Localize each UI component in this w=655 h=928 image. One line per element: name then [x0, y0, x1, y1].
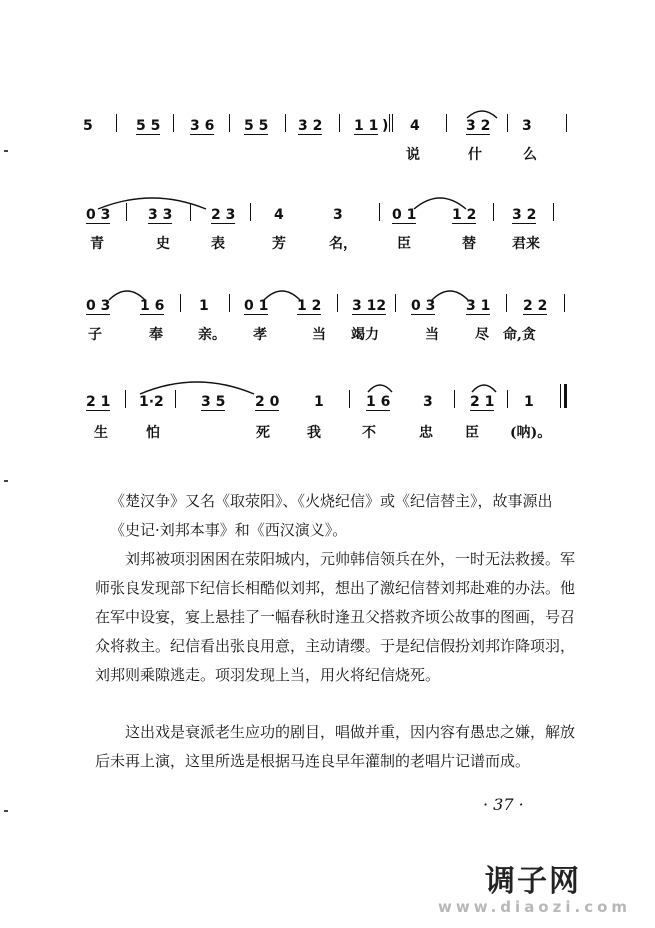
score-line-2: [0, 197, 655, 277]
paren: ): [382, 118, 389, 134]
lyric: 死: [256, 425, 270, 441]
note: 3: [333, 207, 343, 223]
paragraph-1: 《楚汉争》又名《取荥阳》、《火烧纪信》或《纪信替主》，故事源出《史记·刘邦本事》和《西汉演义》。: [110, 492, 553, 539]
bar-line: [506, 294, 507, 312]
bar-line: [564, 294, 565, 312]
final-bar-thin: [560, 384, 561, 408]
bar-line: [285, 114, 286, 132]
paragraph-2: 刘邦被项羽困困在荥阳城内，元帅韩信领兵在外，一时无法救援。军师张良发现部下纪信长相酷似刘邦，想出了激纪信替刘邦赴难的办法。他在军中设宴，宴上悬挂了一幅春秋时逢丑父搭救齐顷公故事的图画，号召众将救主。纪信看出张良用意，主动请缨。于是纪信假扮刘邦诈降项羽，刘邦则乘隙逃走。项羽发现上当，用火将纪信烧死。: [95, 550, 576, 684]
slur-arc: [430, 288, 470, 302]
lyric: 青: [90, 236, 104, 252]
lyric: 君来: [512, 236, 540, 252]
lyric: 臣: [465, 425, 479, 441]
edge-mark-2: [4, 480, 8, 482]
lyric: 忠: [419, 425, 433, 441]
lyric: (呐)。: [510, 425, 552, 441]
lyric: 命,贪: [503, 327, 536, 343]
lyric: 不: [362, 425, 376, 441]
score-line-1: [0, 108, 655, 188]
note: 0 1: [244, 298, 269, 314]
note: 5: [83, 118, 93, 134]
note: 3 2: [298, 118, 323, 134]
lyric: 替: [462, 236, 476, 252]
note: 3 12: [352, 298, 387, 314]
note: 3: [423, 394, 433, 410]
bar-line: [446, 114, 447, 132]
score-line-4: [0, 380, 655, 460]
lyric: 子: [88, 327, 102, 343]
note: 4: [274, 207, 284, 223]
bar-line: [395, 294, 396, 312]
score-line-3: [0, 288, 655, 368]
lyric: 么: [523, 147, 537, 163]
bar-line: [392, 114, 393, 132]
note: 4: [410, 118, 420, 134]
note: 2 3: [211, 207, 236, 223]
bar-line: [180, 294, 181, 312]
note: 1·2: [139, 394, 164, 410]
note: 0 3: [411, 298, 436, 314]
note: 3 2: [512, 207, 537, 223]
note: 2 1: [86, 394, 111, 410]
lyric: 竭力: [351, 327, 379, 343]
note: 1 6: [366, 394, 391, 410]
bar-line: [566, 114, 567, 132]
lyric: 亲。: [198, 327, 226, 343]
page-number: · 37 ·: [483, 795, 524, 814]
bar-line: [379, 203, 380, 221]
lyric: 表: [211, 236, 225, 252]
lyric: 生: [94, 425, 108, 441]
note: 2 1: [470, 394, 495, 410]
lyric: 说: [406, 147, 420, 163]
lyric: 臣: [397, 236, 411, 252]
bar-line: [389, 114, 390, 132]
lyric: 史: [156, 236, 170, 252]
note: 3 2: [466, 118, 491, 134]
bar-line: [493, 203, 494, 221]
note: 3 1: [466, 298, 491, 314]
note: 1 2: [297, 298, 322, 314]
bar-line: [337, 294, 338, 312]
watermark-logo-text: 调子网: [485, 864, 581, 899]
lyric: 名，: [329, 236, 357, 252]
lyric: 当: [425, 327, 439, 343]
bar-line: [507, 390, 508, 408]
slur-arc: [470, 382, 498, 394]
note: 1 2: [452, 207, 477, 223]
bar-line: [454, 390, 455, 408]
note: 2 2: [523, 298, 548, 314]
story-paragraph: [95, 545, 575, 690]
lyric: 当: [312, 327, 326, 343]
note: 0 3: [86, 207, 111, 223]
lyric: 我: [307, 425, 321, 441]
paragraph-3: 这出戏是衰派老生应功的剧目，唱做并重，因内容有愚忠之嫌，解放后未再上演，这里所选是根据马连良早年灌制的老唱片记谱而成。: [95, 723, 576, 770]
bar-line: [229, 294, 230, 312]
lyric: 芳: [272, 236, 286, 252]
lyric: 什: [468, 147, 482, 163]
bar-line: [250, 203, 251, 221]
bar-line: [175, 390, 176, 408]
note: 3 5: [201, 394, 226, 410]
bar-line: [190, 203, 191, 221]
bar-line: [229, 114, 230, 132]
bar-line: [349, 390, 350, 408]
bar-line: [125, 390, 126, 408]
bar-line: [173, 114, 174, 132]
note-paragraph: [95, 718, 575, 776]
lyric: 孝: [253, 327, 267, 343]
lyric: 奉: [149, 327, 163, 343]
edge-mark-3: [4, 810, 8, 812]
note: 2 0: [255, 394, 280, 410]
bar-line: [116, 114, 117, 132]
watermark-url: www.diaozi.com: [438, 898, 632, 916]
final-bar-thick: [564, 384, 567, 408]
bar-line: [126, 203, 127, 221]
note: 1 6: [140, 298, 165, 314]
lyric: 尽: [475, 327, 489, 343]
lyric: 怕: [146, 425, 160, 441]
note: 5 5: [244, 118, 269, 134]
intro-paragraph: [110, 487, 578, 545]
bar-line: [553, 203, 554, 221]
note: 5 5: [136, 118, 161, 134]
note: 3 3: [148, 207, 173, 223]
note: 3: [522, 118, 532, 134]
note: 0 3: [86, 298, 111, 314]
note: 1 1: [354, 118, 379, 134]
note: 1: [199, 298, 209, 314]
note: 3 6: [190, 118, 215, 134]
bar-line: [507, 114, 508, 132]
note: 1: [314, 394, 324, 410]
slur-arc: [366, 382, 394, 394]
note: 1: [524, 394, 534, 410]
bar-line: [339, 114, 340, 132]
note: 0 1: [392, 207, 417, 223]
